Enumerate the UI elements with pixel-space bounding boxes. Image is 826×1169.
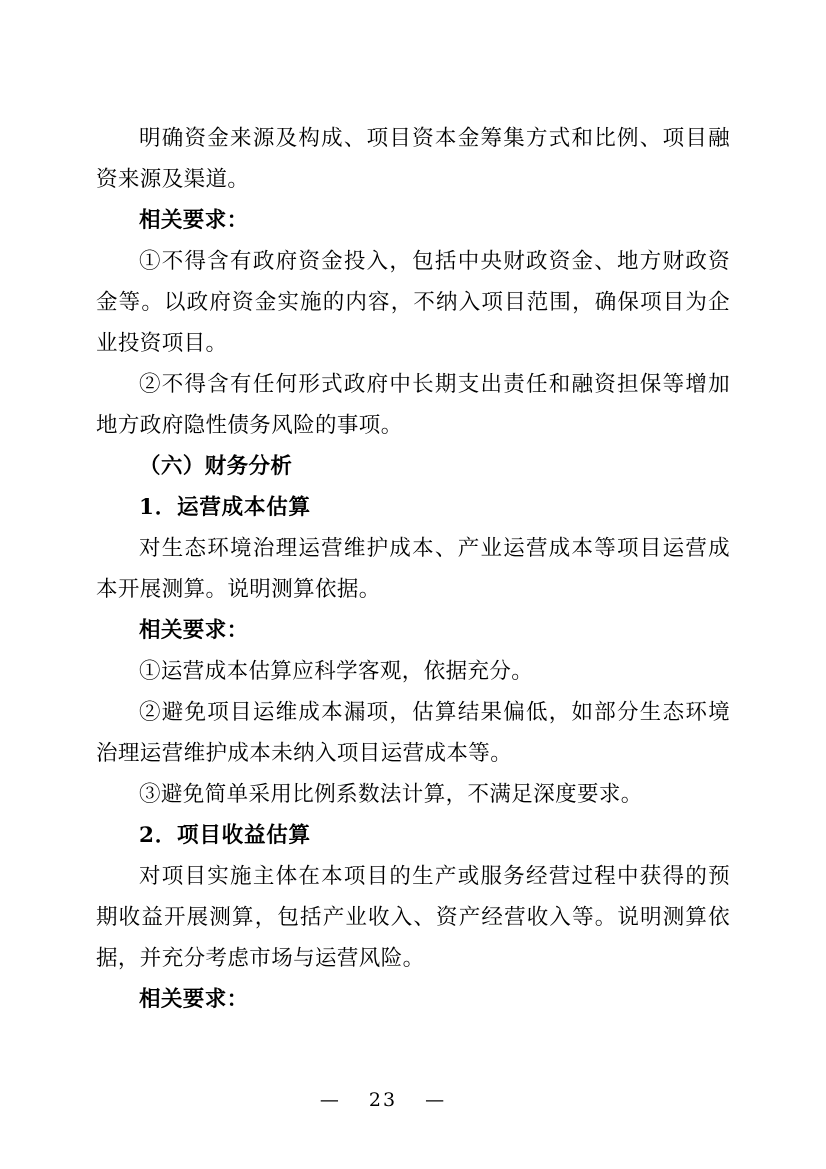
paragraph: ①不得含有政府资金投入，包括中央财政资金、地方财政资金等。以政府资金实施的内容，不纳入项目范围，确保项目为企业投资项目。 xyxy=(96,249,730,356)
section-heading: 相关要求： xyxy=(139,987,249,1012)
paragraph: 对项目实施主体在本项目的生产或服务经营过程中获得的预期收益开展测算，包括产业收入、资产经营收入等。说明测算依据，并充分考虑市场与运营风险。 xyxy=(96,864,730,971)
footer-dash-right: — xyxy=(425,1089,447,1111)
section-heading: 相关要求： xyxy=(139,208,249,233)
paragraph: 明确资金来源及构成、项目资本金筹集方式和比例、项目融资来源及渠道。 xyxy=(96,126,730,192)
section-heading: 2．项目收益估算 xyxy=(139,823,311,848)
paragraph: ①运营成本估算应科学客观，依据充分。 xyxy=(139,659,534,684)
page-footer xyxy=(0,1089,826,1111)
page-number: 23 xyxy=(368,1089,398,1111)
section-heading: 相关要求： xyxy=(139,618,249,643)
section-heading: 1．运营成本估算 xyxy=(139,495,311,520)
document-body xyxy=(96,118,730,1020)
paragraph: ②避免项目运维成本漏项，估算结果偏低，如部分生态环境治理运营维护成本未纳入项目运营成本等。 xyxy=(96,700,730,766)
paragraph: ②不得含有任何形式政府中长期支出责任和融资担保等增加地方政府隐性债务风险的事项。 xyxy=(96,372,730,438)
footer-dash-left: — xyxy=(319,1089,341,1111)
paragraph: 对生态环境治理运营维护成本、产业运营成本等项目运营成本开展测算。说明测算依据。 xyxy=(96,536,730,602)
paragraph: ③避免简单采用比例系数法计算，不满足深度要求。 xyxy=(139,782,643,807)
section-heading: （六）财务分析 xyxy=(139,454,293,479)
